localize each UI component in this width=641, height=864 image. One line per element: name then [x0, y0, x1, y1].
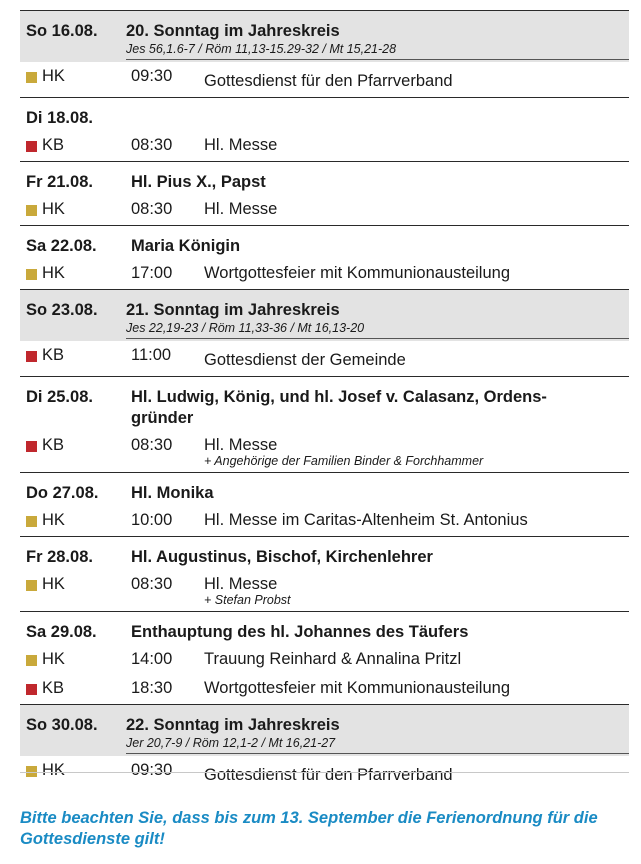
location-color-marker [26, 684, 37, 695]
day-entry [20, 161, 629, 225]
service-row [20, 131, 629, 160]
holiday-notice: Bitte beachten Sie, dass bis zum 13. September die Ferienordnung für die Gottesdienste gilt! [20, 809, 598, 848]
day-date: Di 25.08. [26, 388, 93, 406]
day-header [20, 226, 629, 259]
service-time: 09:30 [131, 761, 173, 779]
day-header [20, 11, 629, 62]
day-date: Do 27.08. [26, 484, 99, 502]
location-color-marker [26, 269, 37, 280]
day-header [20, 162, 629, 195]
service-description: Gottesdienst für den Pfarrverband [204, 72, 453, 90]
day-entry [20, 289, 629, 376]
day-entry [20, 704, 629, 796]
day-header [20, 290, 629, 341]
bottom-divider [20, 772, 629, 773]
day-entry [20, 536, 629, 611]
bible-readings: Jes 56,1.6-7 / Röm 11,13-15.29-32 / Mt 15,21-28 [126, 42, 629, 60]
day-title: 20. Sonntag im Jahreskreis [126, 22, 340, 40]
service-description: Hl. Messe [204, 200, 278, 218]
service-description: Hl. Messe [204, 136, 278, 154]
day-date: Fr 28.08. [26, 548, 93, 566]
service-time: 14:00 [131, 650, 173, 668]
service-description: Hl. Messe [204, 436, 278, 454]
location-code: HK [42, 67, 65, 85]
day-title: Hl. Augustinus, Bischof, Kirchenlehrer [131, 548, 433, 566]
service-row [20, 62, 629, 96]
day-title: Hl. Pius X., Papst [131, 173, 266, 191]
location-code: KB [42, 436, 65, 454]
bible-readings: Jes 22,19-23 / Röm 11,33-36 / Mt 16,13-20 [126, 321, 629, 339]
day-entry [20, 376, 629, 472]
service-row [20, 570, 629, 610]
day-date: So 23.08. [26, 301, 98, 319]
day-date: So 30.08. [26, 716, 98, 734]
service-description: Gottesdienst der Gemeinde [204, 351, 406, 369]
intention-note: + Stefan Probst [204, 593, 291, 607]
location-color-marker [26, 655, 37, 666]
location-code: HK [42, 200, 65, 218]
service-description: Trauung Reinhard & Annalina Pritzl [204, 650, 462, 668]
location-color-marker [26, 205, 37, 216]
day-entry [20, 472, 629, 536]
service-row [20, 674, 629, 703]
location-code: HK [42, 264, 65, 282]
service-row [20, 341, 629, 375]
service-time: 09:30 [131, 67, 173, 85]
service-time: 11:00 [131, 346, 172, 364]
location-color-marker [26, 72, 37, 83]
service-row [20, 756, 629, 790]
day-header [20, 537, 629, 570]
service-time: 08:30 [131, 575, 173, 593]
service-time: 10:00 [131, 511, 173, 529]
service-row [20, 645, 629, 674]
mass-schedule [20, 10, 629, 796]
day-title: 21. Sonntag im Jahreskreis [126, 301, 340, 319]
day-title: Maria Königin [131, 237, 241, 255]
service-row [20, 195, 629, 224]
day-header [20, 377, 629, 431]
location-color-marker [26, 351, 37, 362]
day-header [20, 98, 629, 131]
day-entry [20, 97, 629, 161]
location-code: HK [42, 650, 65, 668]
service-description: Hl. Messe [204, 575, 278, 593]
day-title: 22. Sonntag im Jahreskreis [126, 716, 340, 734]
day-date: Sa 22.08. [26, 237, 97, 255]
location-color-marker [26, 516, 37, 527]
service-row [20, 431, 629, 471]
service-description: Hl. Messe im Caritas-Altenheim St. Antonius [204, 511, 528, 529]
day-header [20, 612, 629, 645]
service-description: Wortgottesfeier mit Kommunionausteilung [204, 264, 511, 282]
location-color-marker [26, 141, 37, 152]
service-time: 08:30 [131, 136, 173, 154]
day-title: Hl. Monika [131, 484, 214, 502]
day-date: So 16.08. [26, 22, 98, 40]
service-row [20, 506, 629, 535]
service-description: Gottesdienst für den Pfarrverband [204, 766, 453, 784]
day-date: Di 18.08. [26, 109, 93, 127]
location-code: KB [42, 679, 65, 697]
day-date: Sa 29.08. [26, 623, 97, 641]
intention-note: + Angehörige der Familien Binder & Forchhammer [204, 454, 484, 468]
day-entry [20, 611, 629, 704]
day-title: Enthauptung des hl. Johannes des Täufers [131, 623, 469, 641]
service-time: 18:30 [131, 679, 173, 697]
day-title [131, 108, 609, 129]
day-header [20, 473, 629, 506]
location-code: HK [42, 575, 65, 593]
location-color-marker [26, 441, 37, 452]
service-row [20, 259, 629, 288]
location-color-marker [26, 580, 37, 591]
location-code: HK [42, 511, 65, 529]
service-time: 08:30 [131, 200, 173, 218]
service-time: 08:30 [131, 436, 173, 454]
day-header [20, 705, 629, 756]
location-code: HK [42, 761, 65, 779]
day-entry [20, 225, 629, 289]
bible-readings: Jer 20,7-9 / Röm 12,1-2 / Mt 16,21-27 [126, 736, 629, 754]
service-description: Wortgottesfeier mit Kommunionausteilung [204, 679, 511, 697]
location-code: KB [42, 136, 65, 154]
day-entry [20, 10, 629, 97]
service-time: 17:00 [131, 264, 173, 282]
day-date: Fr 21.08. [26, 173, 93, 191]
location-code: KB [42, 346, 65, 364]
day-title: Hl. Ludwig, König, und hl. Josef v. Calasanz, Ordens-gründer [131, 388, 547, 427]
